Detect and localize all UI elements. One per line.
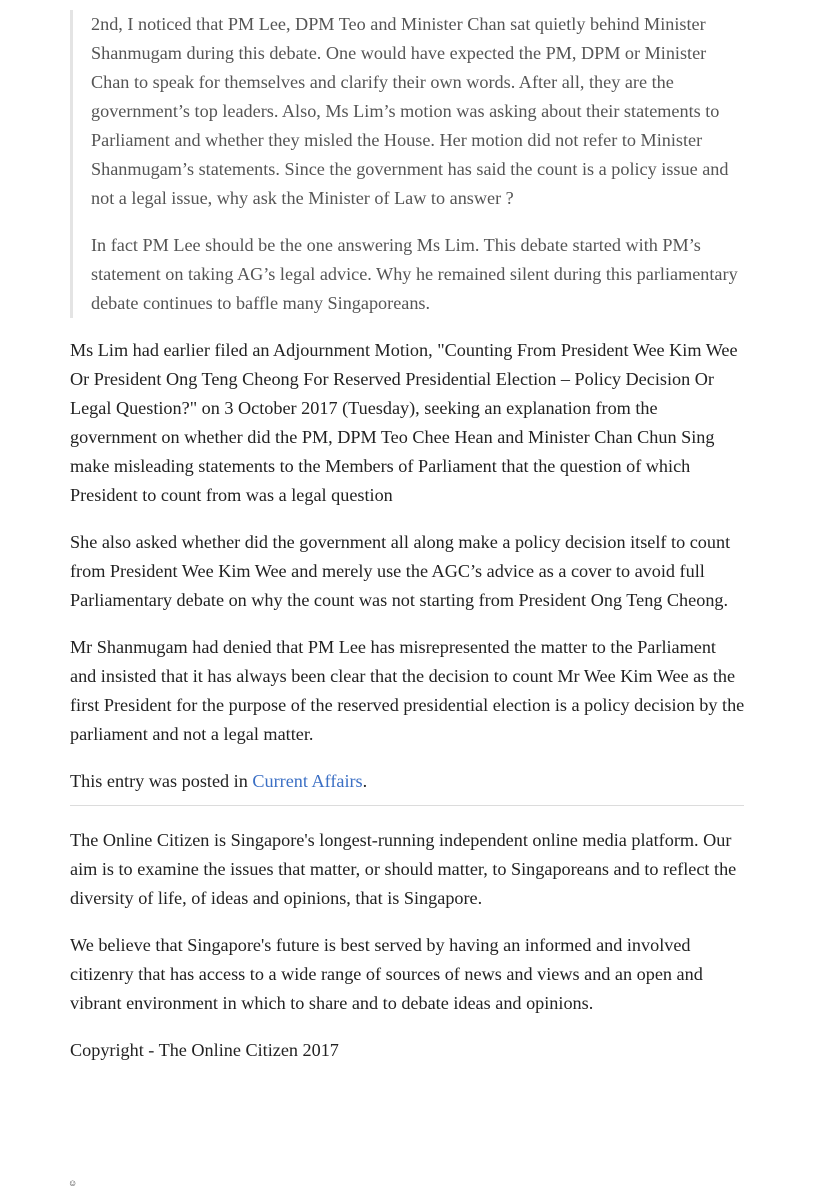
divider	[70, 805, 744, 806]
article-paragraph: She also asked whether did the government all along make a policy decision itself to count from President Wee Kim Wee and merely use the AGC’s advice as a cover to avoid full Parliamentary debate on why the count was not starting from President Ong Teng Cheong.	[70, 532, 731, 610]
posted-in-prefix: This entry was posted in	[70, 771, 253, 791]
footer-about: The Online Citizen is Singapore's longest-running independent online media platform. Our aim is to examine the issues that matter, or should matter, to Singaporeans and to reflect the diversity of life, of ideas and opinions, that is Singapore.	[70, 830, 737, 908]
posted-in-suffix: .	[362, 771, 368, 791]
smiley-icon: ☺	[68, 1178, 78, 1188]
footer-mission: We believe that Singapore's future is best served by having an informed and involved citizenry that has access to a wide range of sources of news and views and an open and vibrant environment in which to share and to debate ideas and opinions.	[70, 935, 703, 1013]
footer-copyright: Copyright - The Online Citizen 2017	[70, 1040, 339, 1060]
category-link-current-affairs[interactable]: Current Affairs	[252, 771, 363, 791]
article-content	[70, 0, 746, 1065]
site-footer	[70, 826, 746, 1065]
blockquote-paragraph: 2nd, I noticed that PM Lee, DPM Teo and Minister Chan sat quietly behind Minister Shanmugam during this debate. One would have expected the PM, DPM or Minister Chan to speak for themselves and clarify their own words. After all, they are the government’s top leaders. Also, Ms Lim’s motion was asking about their statements to Parliament and whether they misled the House. Her motion did not refer to Minister Shanmugam’s statements. Since the government has said the count is a policy issue and not a legal issue, why ask the Minister of Law to answer ?	[91, 14, 729, 208]
entry-meta	[70, 767, 746, 796]
article-paragraph: Mr Shanmugam had denied that PM Lee has misrepresented the matter to the Parliament and insisted that it has always been clear that the decision to count Mr Wee Kim Wee as the first President for the purpose of the reserved presidential election is a policy decision by the parliament and not a legal matter.	[70, 637, 745, 744]
blockquote-paragraph: In fact PM Lee should be the one answering Ms Lim. This debate started with PM’s statement on taking AG’s legal advice. Why he remained silent during this parliamentary debate continues to baffle many Singaporeans.	[91, 235, 738, 313]
article-paragraph: Ms Lim had earlier filed an Adjournment Motion, "Counting From President Wee Kim Wee Or President Ong Teng Cheong For Reserved Presidential Election – Policy Decision Or Legal Question?" on 3 October 2017 (Tuesday), seeking an explanation from the government on whether did the PM, DPM Teo Chee Hean and Minister Chan Chun Sing make misleading statements to the Members of Parliament that the question of which President to count from was a legal question	[70, 340, 738, 505]
blockquote	[70, 10, 746, 318]
